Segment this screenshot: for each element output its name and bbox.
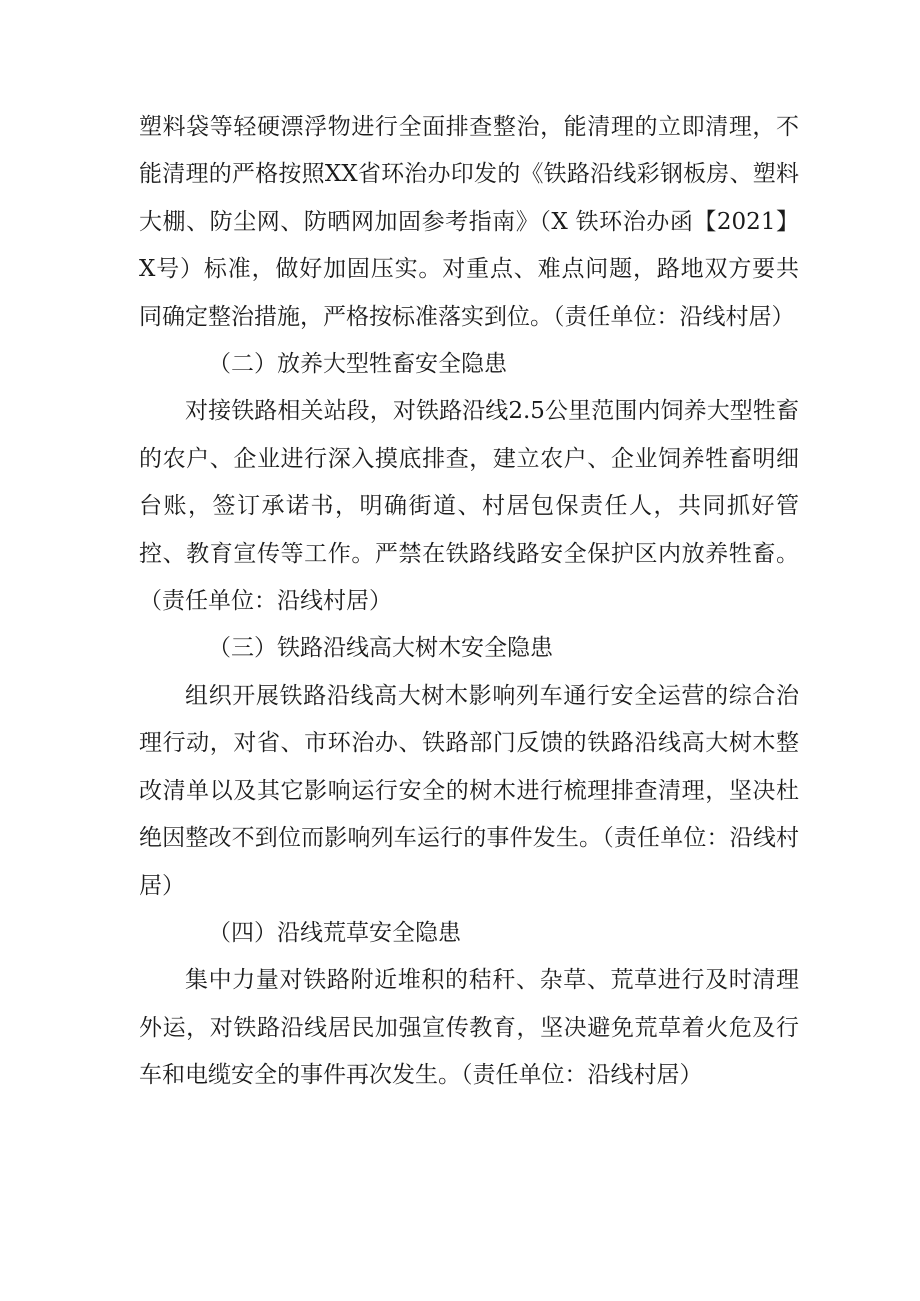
section-body-trees: 组织开展铁路沿线高大树木影响列车通行安全运营的综合治理行动，对省、市环治办、铁路部门反馈的铁路沿线高大树木整改清单以及其它影响运行安全的树木进行梳理排查清理，坚决杜绝因整改不到位而影响列车运行的事件发生。（责任单位：沿线村居） [139, 682, 799, 899]
section-body-weeds: 集中力量对铁路附近堆积的秸秆、杂草、荒草进行及时清理外运，对铁路沿线居民加强宣传教育，坚决避免荒草着火危及行车和电缆安全的事件再次发生。（责任单位：沿线村居） [139, 967, 799, 1089]
continuation-paragraph: 塑料袋等轻硬漂浮物进行全面排查整治，能清理的立即清理，不能清理的严格按照XX省环治办印发的《铁路沿线彩钢板房、塑料大棚、防尘网、防晒网加固参考指南》（X 铁环治办函【2021】X号）标准，做好加固压实。对重点、难点问题，路地双方要共同确定整治措施，严格按标准落实到位。（责任单位：沿线村居） [139, 114, 799, 330]
section-heading-livestock: （二）放养大型牲畜安全隐患 [208, 351, 507, 378]
section-heading-weeds: （四）沿线荒草安全隐患 [208, 919, 461, 946]
section-heading-trees: （三）铁路沿线高大树木安全隐患 [208, 635, 553, 662]
section-body-livestock: 对接铁路相关站段，对铁路沿线2.5公里范围内饲养大型牲畜的农户、企业进行深入摸底排查，建立农户、企业饲养牲畜明细台账，签订承诺书，明确街道、村居包保责任人，共同抓好管控、教育宣传等工作。严禁在铁路线路安全保护区内放养牲畜。（责任单位：沿线村居） [139, 398, 799, 615]
document-body [139, 104, 799, 1100]
